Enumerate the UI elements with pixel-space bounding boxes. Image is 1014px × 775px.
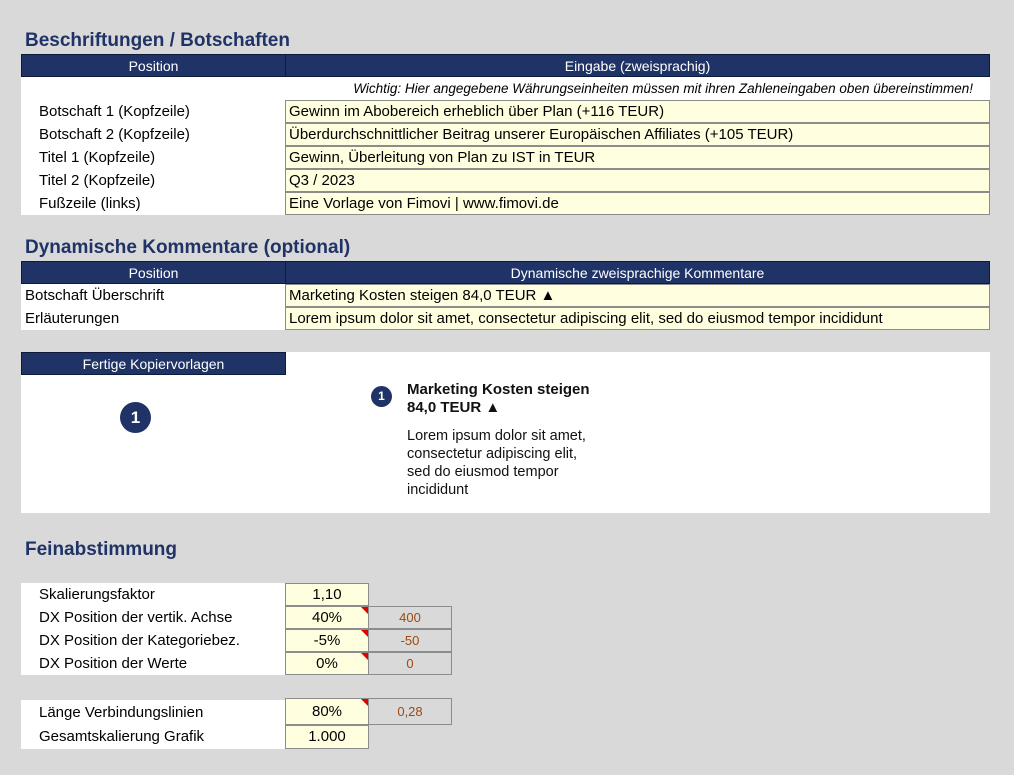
section-title-labels: Beschriftungen / Botschaften xyxy=(25,30,290,51)
label-dx-category-labels: DX Position der Kategoriebez. xyxy=(21,629,286,652)
input-explanations[interactable]: Lorem ipsum dolor sit amet, consectetur adipiscing elit, sed do eiusmod tempor incididunt xyxy=(285,307,990,330)
input-message-2[interactable]: Überdurchschnittlicher Beitrag unserer Europäischen Affiliates (+105 TEUR) xyxy=(285,123,990,146)
label-connector-length: Länge Verbindungslinien xyxy=(21,700,286,725)
preview-body-line: Lorem ipsum dolor sit amet, xyxy=(407,428,586,444)
number-badge-large[interactable]: 1 xyxy=(120,402,151,433)
row-label-title-2: Titel 2 (Kopfzeile) xyxy=(21,169,286,192)
input-dx-vertical-axis-value: 40% xyxy=(311,609,343,626)
input-dx-category-labels[interactable] xyxy=(285,629,369,652)
label-total-scaling: Gesamtskalierung Grafik xyxy=(21,725,286,749)
comment-marker-icon[interactable] xyxy=(361,630,368,637)
input-scaling-factor[interactable]: 1,10 xyxy=(285,583,369,606)
number-badge-small: 1 xyxy=(371,386,392,407)
input-connector-length-value: 80% xyxy=(311,703,343,720)
label-dx-vertical-axis: DX Position der vertik. Achse xyxy=(21,606,286,629)
col-header-position-2: Position xyxy=(21,261,286,284)
col-header-position: Position xyxy=(21,54,286,77)
preview-title xyxy=(407,381,590,417)
input-title-1[interactable]: Gewinn, Überleitung von Plan zu IST in TEUR xyxy=(285,146,990,169)
preview-body xyxy=(407,427,586,499)
row-label-footer: Fußzeile (links) xyxy=(21,192,286,215)
section-title-dynamic-comments: Dynamische Kommentare (optional) xyxy=(25,237,351,258)
input-title-2[interactable]: Q3 / 2023 xyxy=(285,169,990,192)
calc-dx-vertical-axis: 400 xyxy=(368,606,452,629)
input-total-scaling[interactable]: 1.000 xyxy=(285,725,369,749)
calc-dx-values: 0 xyxy=(368,652,452,675)
section-title-fine-tuning: Feinabstimmung xyxy=(25,539,178,560)
calc-connector-length: 0,28 xyxy=(368,698,452,725)
col-header-input: Eingabe (zweisprachig) xyxy=(285,54,990,77)
preview-title-line-1: Marketing Kosten steigen xyxy=(407,381,590,398)
currency-note: Wichtig: Hier angegebene Währungseinheiten müssen mit ihren Zahleneingaben oben übereinstimmen! xyxy=(21,77,990,100)
comment-marker-icon[interactable] xyxy=(361,607,368,614)
preview-body-line: consectetur adipiscing elit, xyxy=(407,446,578,462)
row-label-explanations: Erläuterungen xyxy=(21,307,286,330)
preview-body-line: incididunt xyxy=(407,482,469,498)
input-dx-values-value: 0% xyxy=(316,655,338,672)
comment-marker-icon[interactable] xyxy=(361,653,368,660)
input-message-heading[interactable]: Marketing Kosten steigen 84,0 TEUR ▲ xyxy=(285,284,990,307)
row-label-message-1: Botschaft 1 (Kopfzeile) xyxy=(21,100,286,123)
input-dx-vertical-axis[interactable] xyxy=(285,606,369,629)
input-connector-length[interactable] xyxy=(285,698,369,725)
input-footer[interactable]: Eine Vorlage von Fimovi | www.fimovi.de xyxy=(285,192,990,215)
row-label-message-2: Botschaft 2 (Kopfzeile) xyxy=(21,123,286,146)
col-header-comments: Dynamische zweisprachige Kommentare xyxy=(285,261,990,284)
row-label-title-1: Titel 1 (Kopfzeile) xyxy=(21,146,286,169)
label-scaling-factor: Skalierungsfaktor xyxy=(21,583,286,606)
input-message-1[interactable]: Gewinn im Abobereich erheblich über Plan (+116 TEUR) xyxy=(285,100,990,123)
copy-templates-header: Fertige Kopiervorlagen xyxy=(21,352,286,375)
comment-marker-icon[interactable] xyxy=(361,699,368,706)
calc-dx-category-labels: -50 xyxy=(368,629,452,652)
row-label-message-heading: Botschaft Überschrift xyxy=(21,284,286,307)
input-dx-category-labels-value: -5% xyxy=(313,632,341,649)
preview-body-line: sed do eiusmod tempor xyxy=(407,464,559,480)
label-dx-values: DX Position der Werte xyxy=(21,652,286,675)
input-dx-values[interactable] xyxy=(285,652,369,675)
preview-title-line-2: 84,0 TEUR ▲ xyxy=(407,399,501,416)
